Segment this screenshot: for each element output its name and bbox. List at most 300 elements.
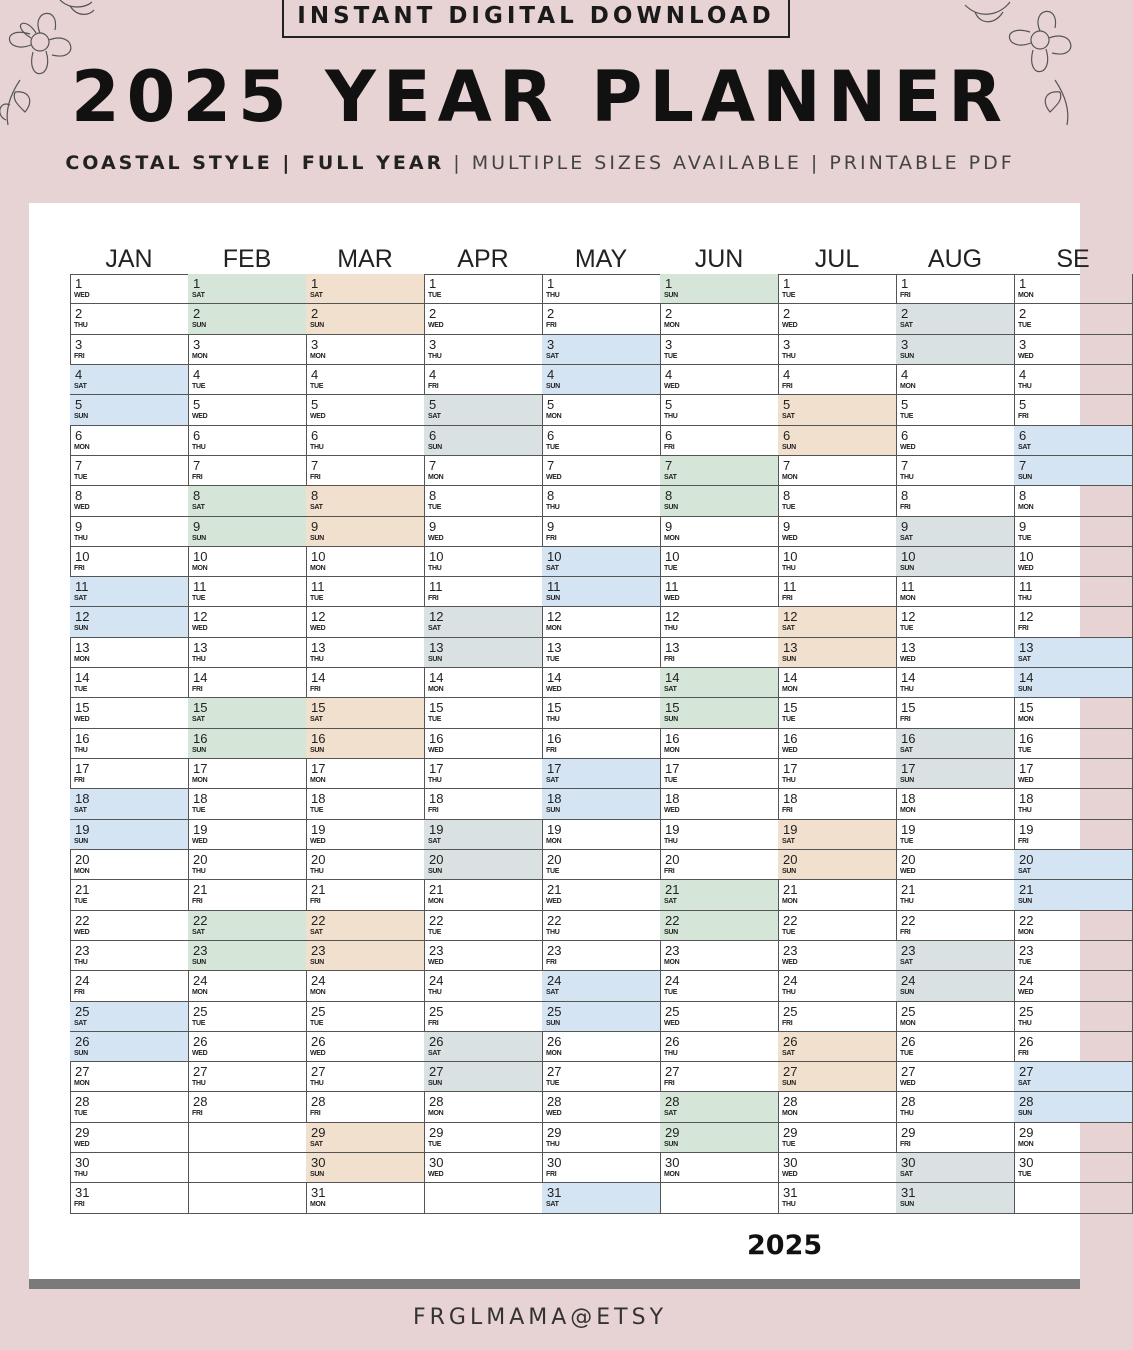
day-cell[interactable]	[424, 941, 542, 971]
day-cell[interactable]	[896, 335, 1014, 365]
day-cell[interactable]	[1014, 759, 1132, 789]
day-cell[interactable]	[660, 1062, 778, 1092]
day-cell[interactable]	[778, 1123, 896, 1153]
day-number: 27	[901, 1064, 916, 1080]
day-cell[interactable]	[896, 1032, 1014, 1062]
day-cell[interactable]	[896, 1002, 1014, 1032]
day-cell[interactable]	[306, 820, 424, 850]
day-cell[interactable]	[660, 395, 778, 425]
day-cell[interactable]	[660, 1032, 778, 1062]
day-cell[interactable]	[1014, 395, 1132, 425]
weekday-label: TUE	[664, 989, 678, 997]
day-number: 16	[901, 730, 916, 746]
day-cell[interactable]	[188, 850, 306, 880]
day-cell[interactable]	[1014, 911, 1132, 941]
day-cell[interactable]	[778, 395, 896, 425]
day-cell[interactable]	[1014, 486, 1132, 516]
day-cell[interactable]	[896, 395, 1014, 425]
day-cell[interactable]	[306, 911, 424, 941]
day-cell[interactable]	[424, 426, 542, 456]
day-cell[interactable]	[778, 577, 896, 607]
day-cell[interactable]	[778, 1183, 896, 1213]
day-cell[interactable]	[306, 395, 424, 425]
day-cell[interactable]	[660, 274, 778, 304]
day-cell[interactable]	[660, 577, 778, 607]
day-cell[interactable]	[896, 1092, 1014, 1122]
day-cell[interactable]	[70, 789, 188, 819]
day-cell[interactable]	[70, 426, 188, 456]
day-cell[interactable]	[70, 395, 188, 425]
day-cell[interactable]	[778, 668, 896, 698]
day-cell[interactable]	[70, 880, 188, 910]
day-cell[interactable]	[660, 547, 778, 577]
day-cell[interactable]	[660, 486, 778, 516]
day-cell[interactable]	[896, 789, 1014, 819]
day-cell[interactable]	[424, 1183, 542, 1213]
day-cell[interactable]	[70, 638, 188, 668]
day-cell[interactable]	[542, 577, 660, 607]
day-cell[interactable]	[542, 1032, 660, 1062]
day-cell[interactable]	[896, 607, 1014, 637]
day-cell[interactable]	[896, 820, 1014, 850]
day-cell[interactable]	[306, 1153, 424, 1183]
day-cell[interactable]	[778, 304, 896, 334]
day-cell[interactable]	[542, 729, 660, 759]
day-cell[interactable]	[542, 274, 660, 304]
day-cell[interactable]	[778, 426, 896, 456]
day-cell[interactable]	[188, 517, 306, 547]
day-cell[interactable]	[70, 759, 188, 789]
day-cell[interactable]	[542, 880, 660, 910]
day-cell[interactable]	[188, 1123, 306, 1153]
day-cell[interactable]	[188, 1062, 306, 1092]
day-cell[interactable]	[306, 1183, 424, 1213]
day-cell[interactable]	[306, 517, 424, 547]
day-cell[interactable]	[542, 698, 660, 728]
day-cell[interactable]	[1014, 365, 1132, 395]
day-cell[interactable]	[306, 941, 424, 971]
day-cell[interactable]	[896, 577, 1014, 607]
day-cell[interactable]	[1014, 638, 1132, 668]
day-cell[interactable]	[424, 304, 542, 334]
weekday-label: WED	[192, 1049, 208, 1057]
day-cell[interactable]	[778, 850, 896, 880]
day-cell[interactable]	[778, 335, 896, 365]
day-cell[interactable]	[188, 304, 306, 334]
day-cell[interactable]	[1014, 1002, 1132, 1032]
day-cell[interactable]	[1014, 304, 1132, 334]
day-cell[interactable]	[188, 759, 306, 789]
day-cell[interactable]	[1014, 880, 1132, 910]
day-cell[interactable]	[424, 729, 542, 759]
day-cell[interactable]	[542, 517, 660, 547]
day-cell[interactable]	[306, 486, 424, 516]
day-cell[interactable]	[306, 850, 424, 880]
day-cell[interactable]	[188, 971, 306, 1001]
day-cell[interactable]	[896, 729, 1014, 759]
day-cell[interactable]	[896, 971, 1014, 1001]
day-cell[interactable]	[896, 638, 1014, 668]
day-cell[interactable]	[424, 335, 542, 365]
day-number: 15	[193, 700, 208, 716]
day-cell[interactable]	[70, 486, 188, 516]
day-cell[interactable]	[660, 607, 778, 637]
day-cell[interactable]	[188, 1153, 306, 1183]
day-cell[interactable]	[896, 941, 1014, 971]
day-cell[interactable]	[1014, 1092, 1132, 1122]
day-cell[interactable]	[306, 607, 424, 637]
day-cell[interactable]	[778, 607, 896, 637]
day-cell[interactable]	[306, 880, 424, 910]
day-cell[interactable]	[70, 456, 188, 486]
day-cell[interactable]	[1014, 1123, 1132, 1153]
day-cell[interactable]	[896, 1153, 1014, 1183]
weekday-label: TUE	[900, 1049, 914, 1057]
day-cell[interactable]	[424, 607, 542, 637]
day-cell[interactable]	[778, 1032, 896, 1062]
day-cell[interactable]	[306, 426, 424, 456]
day-number: 18	[75, 791, 90, 807]
day-cell[interactable]	[306, 1092, 424, 1122]
day-cell[interactable]	[1014, 1153, 1132, 1183]
day-cell[interactable]	[542, 426, 660, 456]
day-cell[interactable]	[188, 1092, 306, 1122]
day-cell[interactable]	[188, 941, 306, 971]
day-cell[interactable]	[896, 304, 1014, 334]
day-cell[interactable]	[542, 1183, 660, 1213]
day-cell[interactable]	[70, 698, 188, 728]
day-cell[interactable]	[896, 517, 1014, 547]
day-cell[interactable]	[660, 456, 778, 486]
day-cell[interactable]	[188, 395, 306, 425]
day-cell[interactable]	[542, 759, 660, 789]
day-cell[interactable]	[778, 1002, 896, 1032]
day-cell[interactable]	[778, 759, 896, 789]
day-cell[interactable]	[660, 759, 778, 789]
day-cell[interactable]	[70, 820, 188, 850]
day-cell[interactable]	[424, 577, 542, 607]
day-cell[interactable]	[778, 1092, 896, 1122]
day-cell[interactable]	[1014, 668, 1132, 698]
day-cell[interactable]	[1014, 820, 1132, 850]
day-cell[interactable]	[660, 335, 778, 365]
day-cell[interactable]	[542, 1153, 660, 1183]
day-cell[interactable]	[896, 274, 1014, 304]
day-cell[interactable]	[424, 668, 542, 698]
day-cell[interactable]	[1014, 577, 1132, 607]
day-cell[interactable]	[306, 1062, 424, 1092]
subtitle	[0, 152, 1080, 174]
day-cell[interactable]	[660, 1123, 778, 1153]
day-cell[interactable]	[542, 1002, 660, 1032]
day-cell[interactable]	[70, 1183, 188, 1213]
day-cell[interactable]	[424, 1062, 542, 1092]
day-cell[interactable]	[660, 971, 778, 1001]
day-cell[interactable]	[660, 880, 778, 910]
day-cell[interactable]	[778, 1153, 896, 1183]
day-cell[interactable]	[70, 850, 188, 880]
day-cell[interactable]	[778, 517, 896, 547]
day-cell[interactable]	[424, 759, 542, 789]
day-cell[interactable]	[70, 335, 188, 365]
day-cell[interactable]	[896, 1123, 1014, 1153]
day-cell[interactable]	[424, 274, 542, 304]
day-cell[interactable]	[70, 577, 188, 607]
day-cell[interactable]	[660, 698, 778, 728]
day-cell[interactable]	[306, 729, 424, 759]
day-cell[interactable]	[70, 941, 188, 971]
day-cell[interactable]	[1014, 274, 1132, 304]
day-number: 27	[429, 1064, 444, 1080]
day-cell[interactable]	[424, 820, 542, 850]
day-cell[interactable]	[778, 911, 896, 941]
day-cell[interactable]	[1014, 941, 1132, 971]
day-cell[interactable]	[424, 1002, 542, 1032]
day-cell[interactable]	[542, 304, 660, 334]
day-cell[interactable]	[542, 547, 660, 577]
day-cell[interactable]	[660, 941, 778, 971]
day-cell[interactable]	[542, 789, 660, 819]
day-cell[interactable]	[778, 274, 896, 304]
day-cell[interactable]	[70, 365, 188, 395]
day-cell[interactable]	[542, 941, 660, 971]
day-cell[interactable]	[188, 607, 306, 637]
day-cell[interactable]	[424, 486, 542, 516]
day-cell[interactable]	[660, 304, 778, 334]
day-cell[interactable]	[542, 668, 660, 698]
day-cell[interactable]	[70, 1032, 188, 1062]
day-cell[interactable]	[306, 577, 424, 607]
day-cell[interactable]	[896, 456, 1014, 486]
day-cell[interactable]	[896, 1183, 1014, 1213]
day-cell[interactable]	[660, 820, 778, 850]
day-cell[interactable]	[188, 335, 306, 365]
day-cell[interactable]	[660, 789, 778, 819]
day-cell[interactable]	[896, 668, 1014, 698]
day-number: 2	[193, 306, 201, 322]
day-cell[interactable]	[542, 456, 660, 486]
day-cell[interactable]	[188, 698, 306, 728]
day-cell[interactable]	[778, 880, 896, 910]
day-cell[interactable]	[424, 1123, 542, 1153]
day-cell[interactable]	[778, 547, 896, 577]
weekday-label: FRI	[310, 473, 321, 481]
day-cell[interactable]	[188, 547, 306, 577]
day-cell[interactable]	[1014, 517, 1132, 547]
day-cell[interactable]	[660, 1183, 778, 1213]
day-cell[interactable]	[542, 638, 660, 668]
day-cell[interactable]	[188, 1002, 306, 1032]
day-cell[interactable]	[70, 1092, 188, 1122]
day-cell[interactable]	[424, 1092, 542, 1122]
day-cell[interactable]	[778, 941, 896, 971]
day-cell[interactable]	[424, 1153, 542, 1183]
day-cell[interactable]	[70, 517, 188, 547]
day-number: 2	[75, 306, 83, 322]
day-cell[interactable]	[424, 638, 542, 668]
day-cell[interactable]	[188, 426, 306, 456]
day-cell[interactable]	[424, 547, 542, 577]
day-cell[interactable]	[542, 1123, 660, 1153]
day-cell[interactable]	[188, 1032, 306, 1062]
day-cell[interactable]	[1014, 456, 1132, 486]
day-cell[interactable]	[896, 850, 1014, 880]
day-cell[interactable]	[542, 1092, 660, 1122]
day-cell[interactable]	[778, 698, 896, 728]
day-cell[interactable]	[188, 365, 306, 395]
weekday-label: SUN	[192, 534, 206, 542]
day-cell[interactable]	[70, 547, 188, 577]
day-cell[interactable]	[188, 1183, 306, 1213]
day-cell[interactable]	[660, 668, 778, 698]
day-cell[interactable]	[660, 850, 778, 880]
day-cell[interactable]	[306, 335, 424, 365]
day-cell[interactable]	[306, 789, 424, 819]
day-cell[interactable]	[896, 365, 1014, 395]
day-cell[interactable]	[1014, 698, 1132, 728]
day-cell[interactable]	[424, 880, 542, 910]
day-cell[interactable]	[660, 517, 778, 547]
day-cell[interactable]	[778, 789, 896, 819]
day-cell[interactable]	[306, 971, 424, 1001]
day-cell[interactable]	[188, 577, 306, 607]
day-cell[interactable]	[1014, 1032, 1132, 1062]
day-cell[interactable]	[424, 850, 542, 880]
day-cell[interactable]	[70, 1062, 188, 1092]
day-cell[interactable]	[306, 698, 424, 728]
day-cell[interactable]	[1014, 335, 1132, 365]
weekday-label: TUE	[74, 686, 88, 694]
day-cell[interactable]	[896, 759, 1014, 789]
weekday-label: WED	[428, 746, 444, 754]
day-cell[interactable]	[660, 1002, 778, 1032]
day-number: 29	[311, 1124, 326, 1140]
day-cell[interactable]	[306, 638, 424, 668]
day-cell[interactable]	[188, 274, 306, 304]
day-number: 17	[1019, 761, 1034, 776]
day-cell[interactable]	[306, 1032, 424, 1062]
day-cell[interactable]	[306, 274, 424, 304]
weekday-label: SAT	[664, 898, 677, 906]
day-cell[interactable]	[778, 820, 896, 850]
day-cell[interactable]	[660, 638, 778, 668]
day-cell[interactable]	[306, 759, 424, 789]
weekday-label: SUN	[664, 504, 678, 512]
day-cell[interactable]	[306, 668, 424, 698]
day-cell[interactable]	[188, 880, 306, 910]
day-cell[interactable]	[1014, 789, 1132, 819]
day-cell[interactable]	[1014, 850, 1132, 880]
day-cell[interactable]	[306, 1123, 424, 1153]
day-cell[interactable]	[660, 729, 778, 759]
day-cell[interactable]	[896, 911, 1014, 941]
day-cell[interactable]	[70, 668, 188, 698]
day-cell[interactable]	[1014, 971, 1132, 1001]
day-cell[interactable]	[70, 1002, 188, 1032]
day-cell[interactable]	[424, 789, 542, 819]
day-cell[interactable]	[306, 456, 424, 486]
day-cell[interactable]	[896, 1062, 1014, 1092]
day-cell[interactable]	[424, 395, 542, 425]
day-cell[interactable]	[660, 911, 778, 941]
day-cell[interactable]	[70, 607, 188, 637]
day-cell[interactable]	[70, 1153, 188, 1183]
day-cell[interactable]	[542, 486, 660, 516]
day-cell[interactable]	[778, 486, 896, 516]
day-cell[interactable]	[188, 638, 306, 668]
day-cell[interactable]	[1014, 1183, 1132, 1213]
day-cell[interactable]	[306, 1002, 424, 1032]
day-cell[interactable]	[542, 820, 660, 850]
day-cell[interactable]	[1014, 729, 1132, 759]
day-cell[interactable]	[1014, 607, 1132, 637]
day-cell[interactable]	[542, 1062, 660, 1092]
day-cell[interactable]	[188, 789, 306, 819]
day-cell[interactable]	[542, 911, 660, 941]
day-cell[interactable]	[778, 456, 896, 486]
day-cell[interactable]	[896, 486, 1014, 516]
day-cell[interactable]	[542, 365, 660, 395]
day-cell[interactable]	[70, 729, 188, 759]
day-cell[interactable]	[70, 1123, 188, 1153]
day-cell[interactable]	[306, 304, 424, 334]
day-cell[interactable]	[778, 971, 896, 1001]
day-cell[interactable]	[188, 668, 306, 698]
day-cell[interactable]	[778, 365, 896, 395]
day-cell[interactable]	[424, 1032, 542, 1062]
day-cell[interactable]	[424, 517, 542, 547]
day-cell[interactable]	[542, 395, 660, 425]
day-cell[interactable]	[306, 365, 424, 395]
day-cell[interactable]	[188, 456, 306, 486]
day-cell[interactable]	[188, 820, 306, 850]
day-cell[interactable]	[542, 335, 660, 365]
day-cell[interactable]	[1014, 426, 1132, 456]
day-cell[interactable]	[778, 638, 896, 668]
day-cell[interactable]	[778, 729, 896, 759]
day-cell[interactable]	[70, 911, 188, 941]
day-cell[interactable]	[660, 1092, 778, 1122]
day-cell[interactable]	[424, 911, 542, 941]
day-cell[interactable]	[70, 971, 188, 1001]
day-cell[interactable]	[1014, 1062, 1132, 1092]
day-cell[interactable]	[542, 971, 660, 1001]
day-cell[interactable]	[660, 426, 778, 456]
day-cell[interactable]	[778, 1062, 896, 1092]
day-cell[interactable]	[188, 911, 306, 941]
day-cell[interactable]	[660, 365, 778, 395]
day-cell[interactable]	[896, 547, 1014, 577]
day-cell[interactable]	[188, 729, 306, 759]
day-cell[interactable]	[424, 365, 542, 395]
weekday-label: TUE	[782, 928, 796, 936]
day-cell[interactable]	[896, 698, 1014, 728]
day-cell[interactable]	[424, 971, 542, 1001]
day-cell[interactable]	[896, 426, 1014, 456]
day-cell[interactable]	[896, 880, 1014, 910]
day-cell[interactable]	[660, 1153, 778, 1183]
day-cell[interactable]	[1014, 547, 1132, 577]
day-cell[interactable]	[188, 486, 306, 516]
day-cell[interactable]	[70, 274, 188, 304]
day-cell[interactable]	[542, 850, 660, 880]
day-number: 17	[783, 761, 798, 776]
day-cell[interactable]	[70, 304, 188, 334]
day-cell[interactable]	[542, 607, 660, 637]
day-cell[interactable]	[424, 698, 542, 728]
day-cell[interactable]	[424, 456, 542, 486]
day-cell[interactable]	[306, 547, 424, 577]
